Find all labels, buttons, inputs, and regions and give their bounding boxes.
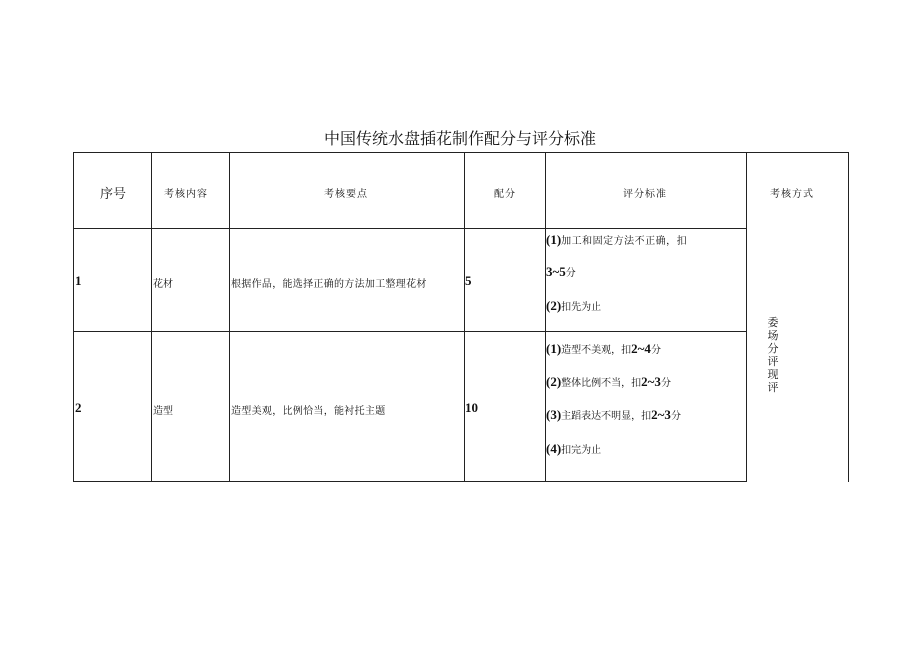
method-char: 评	[767, 355, 779, 368]
criteria-line: (3)主蹈表达不明显，扣2~3分	[546, 407, 681, 422]
row-content: 造型	[153, 406, 173, 417]
header-criteria: 评分标准	[623, 189, 667, 200]
header-index: 序号	[100, 187, 127, 202]
method-char: 分	[767, 342, 779, 355]
document-title: 中国传统水盘插花制作配分与评分标准	[323, 129, 596, 148]
method-char: 评	[767, 381, 779, 394]
criteria-line: (4)扣完为止	[546, 441, 602, 456]
row-score: 5	[465, 273, 472, 288]
criteria-line: (2)整体比例不当，扣2~3分	[546, 374, 671, 389]
row-key-points: 造型美观，比例恰当，能衬托主题	[231, 406, 386, 417]
assessment-method	[763, 316, 783, 394]
row-index: 1	[75, 273, 82, 288]
row-index: 2	[75, 400, 82, 415]
criteria-line: (2)扣先为止	[546, 298, 602, 313]
criteria-line: (1)造型不美观，扣2~4分	[546, 341, 661, 356]
row-content: 花材	[153, 279, 173, 290]
method-char: 委	[767, 316, 779, 329]
method-char: 场	[767, 329, 779, 342]
header-method: 考核方式	[770, 189, 814, 200]
criteria-line: (1)加工和固定方法不正确，扣	[546, 232, 688, 247]
header-key-points: 考核要点	[324, 189, 368, 200]
header-content: 考核内容	[164, 189, 208, 200]
header-score: 配分	[494, 189, 516, 200]
criteria-line: 3~5分	[546, 264, 576, 279]
method-char: 现	[767, 368, 779, 381]
row-key-points: 根据作品，能选择正确的方法加工整理花材	[231, 279, 427, 290]
row-score: 10	[465, 400, 478, 415]
